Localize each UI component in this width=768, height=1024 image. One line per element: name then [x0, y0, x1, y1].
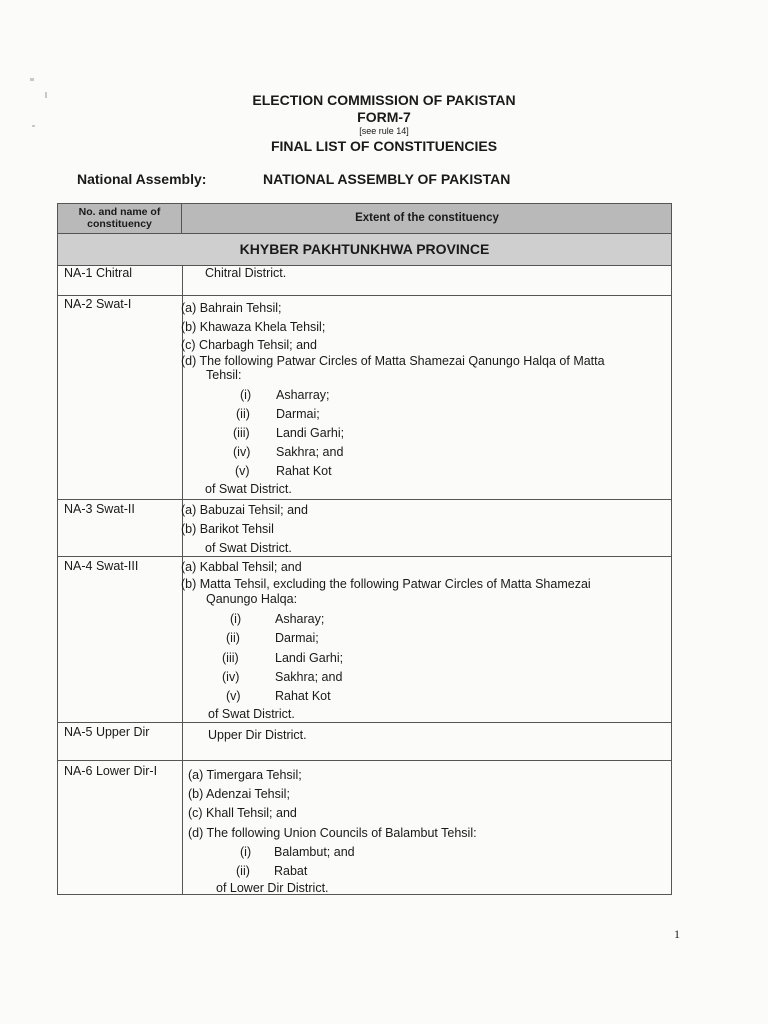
extent-line: (d) The following Patwar Circles of Matta Shamezai Qanungo Halqa of Matta — [181, 354, 605, 368]
sub-item-numeral: (i) — [240, 388, 252, 402]
rule-reference: [see rule 14] — [359, 126, 409, 136]
row-divider — [58, 556, 671, 557]
extent-line: (a) Kabbal Tehsil; and — [181, 560, 302, 574]
sub-item-text: Landi Garhi; — [276, 426, 345, 440]
extent-line: of Swat District. — [205, 482, 292, 496]
sub-item-text: Darmai; — [275, 631, 319, 645]
sub-item-text: Asharay; — [275, 612, 325, 626]
sub-item-numeral: (ii) — [236, 407, 250, 421]
extent-line: (b) Khawaza Khela Tehsil; — [181, 320, 326, 334]
row-divider — [58, 760, 671, 761]
extent-line: (b) Adenzai Tehsil; — [188, 787, 290, 801]
constituency-table — [57, 203, 672, 895]
extent-line: Tehsil: — [206, 368, 242, 382]
row-divider — [58, 499, 671, 500]
extent-line: (c) Charbagh Tehsil; and — [181, 338, 317, 352]
sub-item-numeral: (v) — [226, 689, 241, 703]
extent-line: Qanungo Halqa: — [206, 592, 298, 606]
sub-item-text: Rahat Kot — [276, 464, 332, 478]
sub-item-text: Asharray; — [276, 388, 330, 402]
extent-line: (b) Matta Tehsil, excluding the following Patwar Circles of Matta Shamezai — [181, 577, 591, 591]
province-heading: KHYBER PAKHTUNKHWA PROVINCE — [58, 234, 671, 266]
constituency-name: NA-3 Swat-II — [64, 502, 135, 516]
sub-item-numeral: (iii) — [233, 426, 250, 440]
constituency-name: NA-5 Upper Dir — [64, 725, 150, 739]
constituency-name: NA-2 Swat-I — [64, 297, 132, 311]
extent-line: of Swat District. — [205, 541, 292, 555]
scan-speck — [30, 78, 34, 81]
constituency-name: NA-6 Lower Dir-I — [64, 764, 158, 778]
col-header-extent: Extent of the constituency — [355, 212, 499, 224]
extent-line: (b) Barikot Tehsil — [181, 522, 274, 536]
sub-item-numeral: (i) — [230, 612, 242, 626]
constituency-name: NA-4 Swat-III — [64, 559, 139, 573]
sub-item-text: Sakhra; and — [276, 445, 344, 459]
extent-line: of Lower Dir District. — [216, 881, 329, 895]
extent-line: Chitral District. — [205, 266, 287, 280]
sub-item-numeral: (ii) — [236, 864, 250, 878]
row-divider — [58, 295, 671, 296]
sub-item-numeral: (i) — [240, 845, 252, 859]
assembly-value: NATIONAL ASSEMBLY OF PAKISTAN — [263, 171, 511, 187]
page-number: 1 — [674, 927, 680, 941]
extent-line: of Swat District. — [208, 707, 295, 721]
extent-line: (a) Bahrain Tehsil; — [181, 301, 282, 315]
document-subtitle: FINAL LIST OF CONSTITUENCIES — [270, 138, 498, 154]
sub-item-text: Rahat Kot — [275, 689, 331, 703]
sub-item-text: Balambut; and — [274, 845, 355, 859]
extent-line: (c) Khall Tehsil; and — [188, 806, 297, 820]
row-divider — [58, 722, 671, 723]
document-title: ELECTION COMMISSION OF PAKISTAN — [252, 92, 516, 108]
sub-item-numeral: (ii) — [226, 631, 240, 645]
extent-line: (a) Babuzai Tehsil; and — [181, 503, 308, 517]
extent-line: (a) Timergara Tehsil; — [188, 768, 302, 782]
extent-line: Upper Dir District. — [208, 728, 307, 742]
sub-item-numeral: (iv) — [233, 445, 251, 459]
table-header — [58, 204, 671, 234]
sub-item-text: Sakhra; and — [275, 670, 343, 684]
sub-item-numeral: (v) — [235, 464, 250, 478]
sub-item-text: Darmai; — [276, 407, 320, 421]
col-header-constituency: No. and name of constituency — [58, 204, 182, 233]
sub-item-numeral: (iv) — [222, 670, 240, 684]
sub-item-text: Rabat — [274, 864, 308, 878]
constituency-name: NA-1 Chitral — [64, 266, 133, 280]
extent-line: (d) The following Union Councils of Balambut Tehsil: — [188, 826, 477, 840]
sub-item-numeral: (iii) — [222, 651, 239, 665]
sub-item-text: Landi Garhi; — [275, 651, 344, 665]
form-number: FORM-7 — [357, 109, 411, 125]
assembly-label: National Assembly: — [77, 171, 207, 187]
